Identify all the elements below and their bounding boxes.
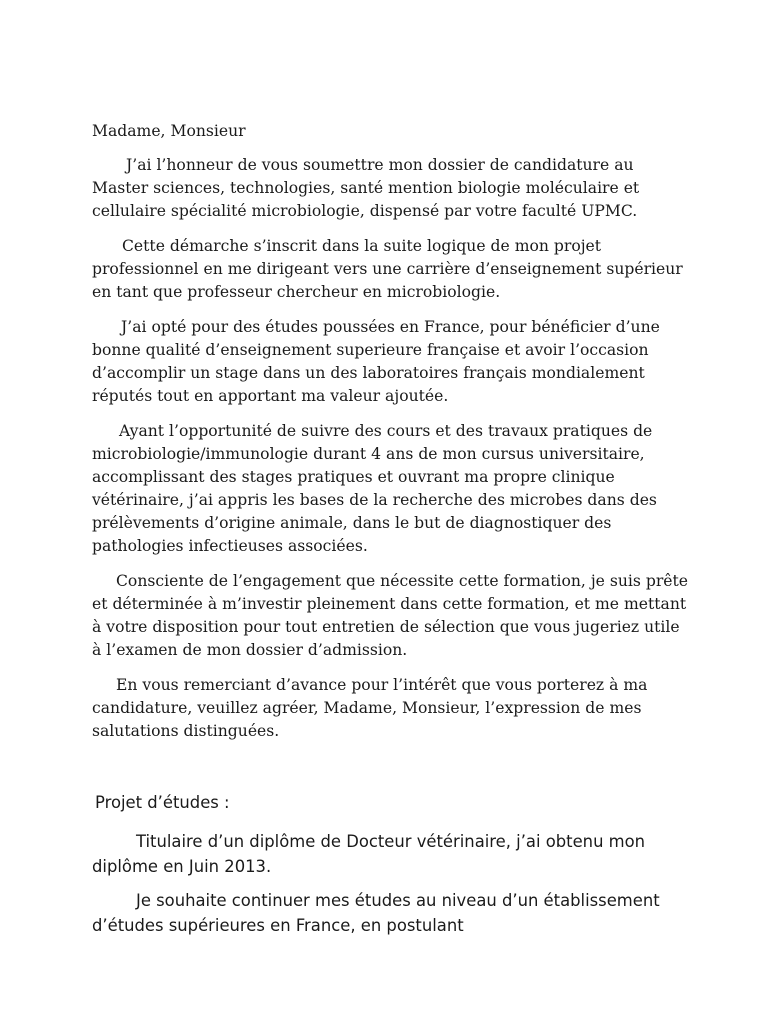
project-paragraph: Je souhaite continuer mes études au niveau d’un établissement d’études supérieures en France, en postulant: [92, 891, 660, 935]
letter-paragraph: Consciente de l’engagement que nécessite cette formation, je suis prête et déterminée à m’investir pleinement dans cette formation, et me mettant à votre disposition pour tout entretien de sélection que vous jugeriez utile à l’examen de mon dossier d’admission.: [92, 572, 688, 659]
letter-paragraph: J’ai opté pour des études poussées en France, pour bénéficier d’une bonne qualité d’enseignement superieure française et avoir l’occasion d’accomplir un stage dans un des laboratoires français mondialement réputés tout en apportant ma valeur ajoutée.: [92, 318, 660, 405]
letter-paragraph: J’ai l’honneur de vous soumettre mon dossier de candidature au Master sciences, technologies, santé mention biologie moléculaire et cellulaire spécialité microbiologie, dispensé par votre faculté UPMC.: [92, 156, 640, 220]
letter-paragraph: Ayant l’opportunité de suivre des cours et des travaux pratiques de microbiologie/immunologie durant 4 ans de mon cursus universitaire, accomplissant des stages pratiques et ouvrant ma propre clinique vétérinaire, j’ai appris les bases de la recherche des microbes dans des prélèvements d’origine animale, dans le but de diagnostiquer des pathologies infectieuses associées.: [92, 422, 657, 555]
project-paragraph: Titulaire d’un diplôme de Docteur vétérinaire, j’ai obtenu mon diplôme en Juin 2013.: [92, 832, 646, 876]
cover-letter: [92, 120, 692, 755]
letter-paragraph: Cette démarche s’inscrit dans la suite logique de mon projet professionnel en me dirigeant vers une carrière d’enseignement supérieur en tant que professeur chercheur en microbiologie.: [92, 237, 683, 301]
project-heading: Projet d’études :: [95, 793, 230, 812]
letter-paragraph: En vous remerciant d’avance pour l’intérêt que vous porterez à ma candidature, veuillez agréer, Madame, Monsieur, l’expression de mes salutations distinguées.: [92, 676, 648, 740]
study-project-section: [92, 790, 692, 947]
letter-salutation: Madame, Monsieur: [92, 122, 246, 140]
